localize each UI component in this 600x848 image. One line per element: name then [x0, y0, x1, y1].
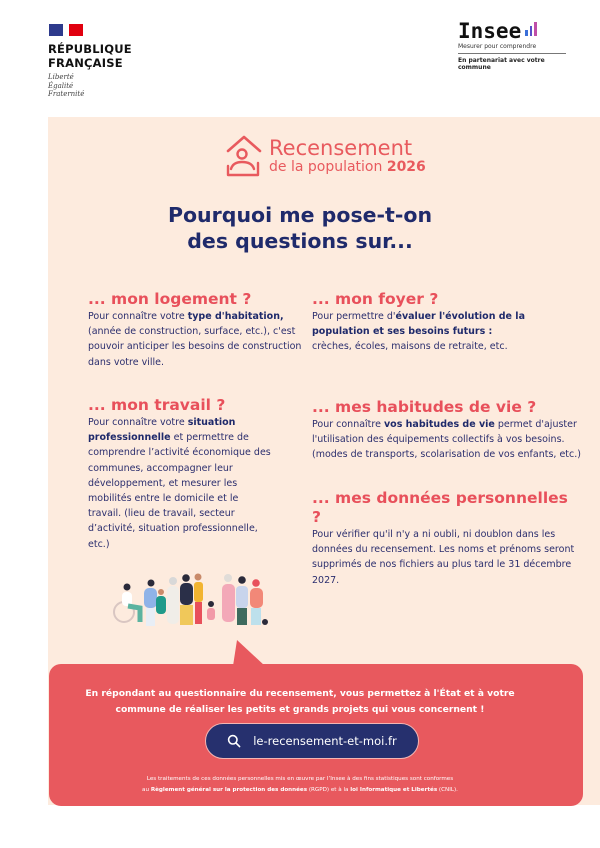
section-text: Pour connaître vos habitudes de vie permet d'ajuster l'utilisation des équipements collectifs à vos besoins. (modes de transports, scolarisation de vos enfants, etc.): [312, 419, 581, 461]
section-text: Pour connaître votre type d'habitation, (année de construction, surface, etc.), c'est pouvoir anticiper les besoins de construction dans votre ville.: [88, 311, 302, 368]
census-wordmark: Recensement de la population 2026: [269, 136, 426, 175]
page-title: Pourquoi me pose-t-on des questions sur...: [167, 203, 433, 253]
republique-motto: Liberté Égalité Fraternité: [48, 73, 85, 98]
section-text: Pour connaître votre situation professionnelle et permettre de comprendre l’activité économique des communes, accompagner leur développement, et mesurer les mobilités entre le domicile et le travail. (lieu de travail, secteur d’activité, situation professionnelle, etc.): [88, 417, 271, 550]
search-icon: [227, 734, 241, 748]
insee-bars-icon: [525, 22, 537, 36]
section-title: ... mon travail ?: [88, 396, 226, 414]
website-link-button[interactable]: [205, 723, 419, 759]
section-text: Pour permettre d'évaluer l'évolution de la population et ses besoins futurs : crèches, écoles, maisons de retraite, etc.: [312, 311, 525, 353]
people-illustration-icon: [110, 568, 268, 628]
census-logo: [225, 133, 426, 179]
insee-logo: [458, 20, 566, 71]
republique-francaise-logo: [48, 24, 132, 99]
section-logement: [88, 290, 303, 370]
section-donnees-personnelles: [312, 489, 582, 588]
divider: [458, 53, 566, 54]
section-foyer: [312, 290, 527, 355]
insee-partnership: En partenariat avec votre commune: [458, 57, 545, 71]
insee-tagline: Mesurer pour comprendre: [458, 43, 537, 50]
house-person-icon: [225, 133, 263, 179]
legal-notice: Les traitements de ces données personnelles mis en œuvre par l’Insee à des fins statistiques sont conformes au Règlement général sur la protection des données (RGPD) et à la loi Informatique et Libertés (CNIL).: [142, 776, 458, 793]
section-title: ... mes habitudes de vie ?: [312, 398, 537, 416]
republique-title: RÉPUBLIQUE FRANÇAISE: [48, 42, 132, 70]
section-title: ... mon foyer ?: [312, 290, 439, 308]
section-title: ... mon logement ?: [88, 290, 252, 308]
section-travail: [88, 396, 273, 552]
section-text: Pour vérifier qu'il n'y a ni oubli, ni doublon dans les données du recensement. Les noms et prénoms seront supprimés de nos fichiers au plus tard le 31 décembre 2027.: [312, 529, 575, 586]
marianne-flag-icon: [49, 24, 83, 36]
section-habitudes-de-vie: [312, 398, 587, 463]
section-title: ... mes données personnelles ?: [312, 489, 568, 526]
callout-pointer: [233, 640, 265, 666]
call-to-action-text: En répondant au questionnaire du recensement, vous permettez à l'État et à votre commune de réaliser les petits et grands projets qui vous concernent !: [85, 688, 515, 715]
insee-wordmark: Insee: [458, 20, 566, 42]
website-url[interactable]: le-recensement-et-moi.fr: [253, 734, 397, 748]
